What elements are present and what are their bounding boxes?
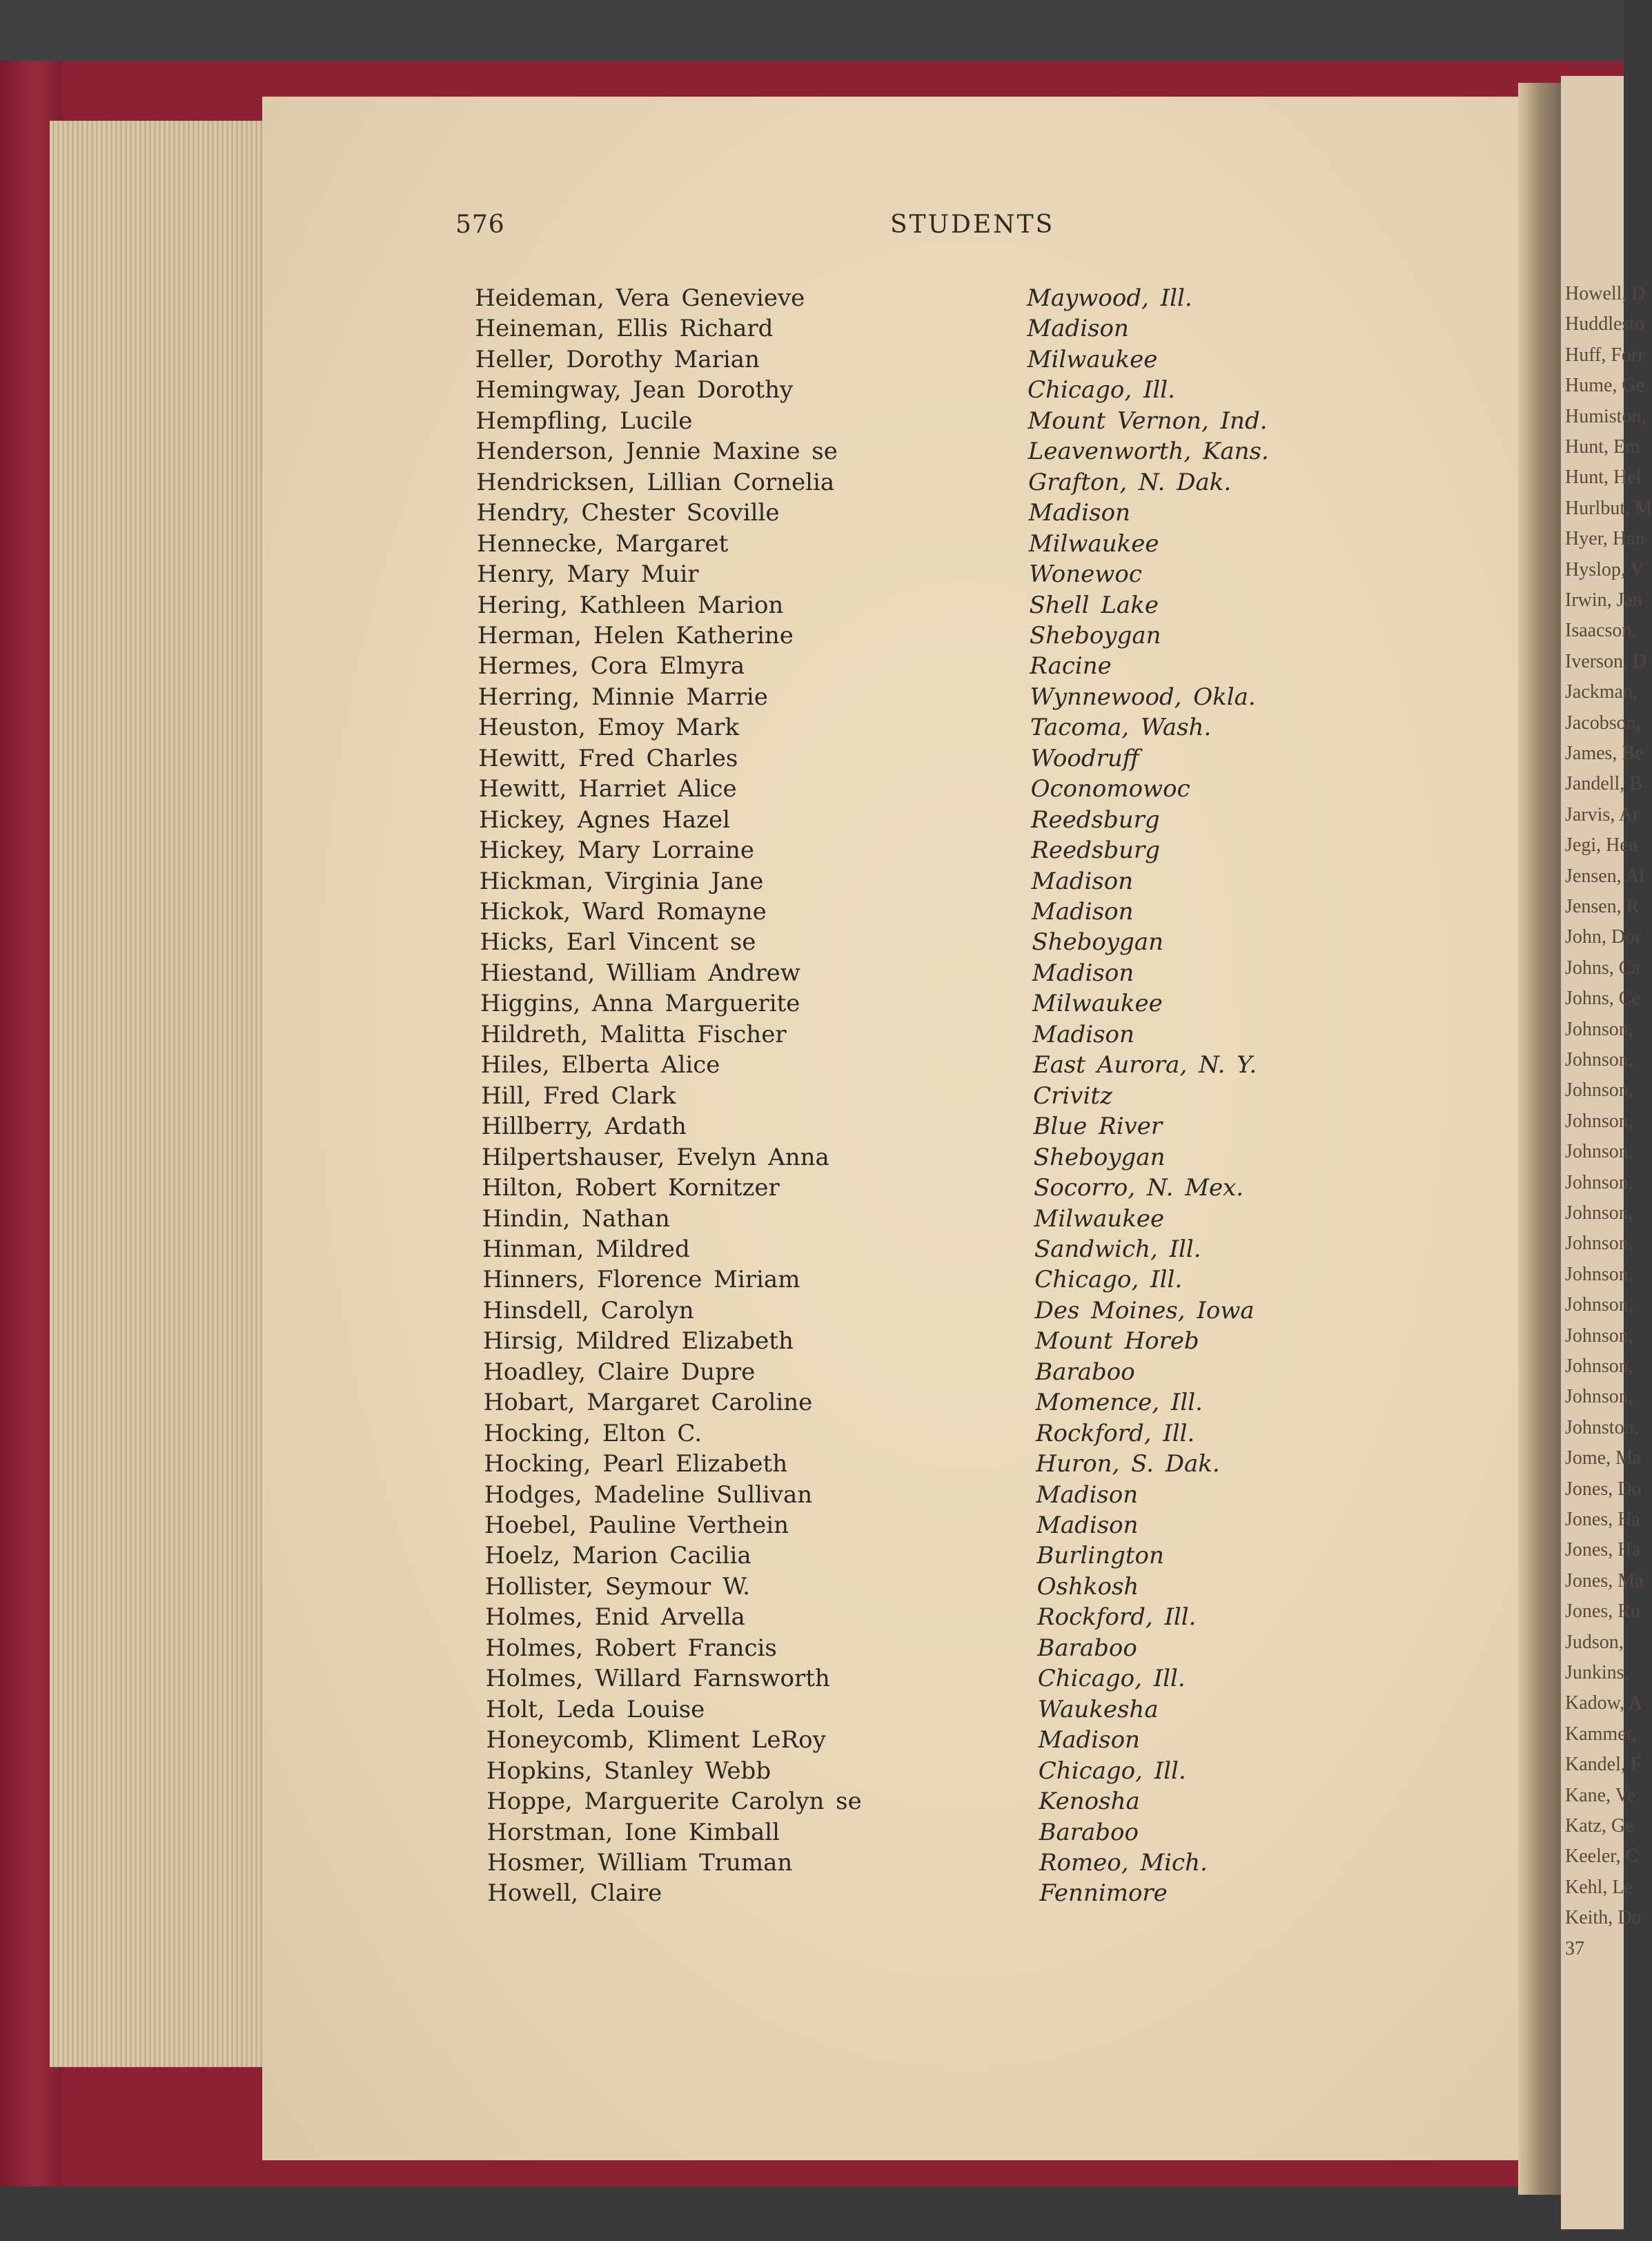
student-entry — [477, 560, 1333, 591]
student-hometown: Sheboygan — [1029, 621, 1161, 649]
page-gutter — [1518, 83, 1566, 2195]
student-hometown: Burlington — [1036, 1542, 1164, 1570]
student-hometown: Reedsburg — [1031, 836, 1161, 865]
adjacent-page-fragment: James, Be — [1565, 743, 1644, 764]
student-entry — [481, 1082, 1337, 1113]
student-entry — [484, 1511, 1340, 1542]
student-name: Hickey, Agnes Hazel — [478, 805, 730, 834]
student-hometown: Reedsburg — [1030, 805, 1160, 834]
adjacent-page-fragment: Johnson, — [1565, 1110, 1633, 1132]
student-entry — [479, 806, 1335, 836]
student-name: Heller, Dorothy Marian — [475, 345, 760, 373]
adjacent-page-fragment: Howell, D — [1565, 283, 1646, 304]
student-name: Heuston, Emoy Mark — [478, 714, 740, 742]
student-name: Honeycomb, Kliment LeRoy — [486, 1726, 826, 1754]
adjacent-page-fragment: Jensen, R — [1565, 896, 1640, 917]
adjacent-page-fragment: Jones, Ha — [1565, 1539, 1640, 1561]
student-entry — [475, 407, 1331, 438]
adjacent-page-fragment: Johns, Ca — [1565, 957, 1640, 979]
student-name: Herman, Helen Katherine — [477, 621, 794, 649]
student-name: Heineman, Ellis Richard — [475, 315, 774, 343]
student-hometown: Maywood, Ill. — [1027, 284, 1192, 312]
adjacent-page-fragment: Jones, Do — [1565, 1478, 1642, 1500]
adjacent-page-fragment: Kane, Ve — [1565, 1784, 1636, 1806]
student-entry — [485, 1603, 1341, 1634]
student-entry — [483, 1358, 1339, 1389]
adjacent-page-fragment: Kammer, — [1565, 1723, 1637, 1745]
student-hometown: Madison — [1036, 1511, 1139, 1539]
adjacent-page-fragment: Johnson, — [1565, 1079, 1633, 1102]
adjacent-page-fragment: Iverson, D — [1565, 650, 1647, 672]
student-name: Hocking, Elton C. — [483, 1419, 702, 1447]
adjacent-page-fragment: Hurlbut, M — [1565, 497, 1652, 519]
student-hometown: Sandwich, Ill. — [1034, 1235, 1201, 1263]
adjacent-page-fragment: Johnson, — [1565, 1141, 1633, 1163]
student-hometown: Madison — [1028, 499, 1130, 527]
student-hometown: Madison — [1031, 867, 1134, 895]
student-name: Hoadley, Claire Dupre — [483, 1358, 756, 1386]
student-hometown: Crivitz — [1033, 1082, 1112, 1110]
adjacent-page-fragment: Hume, Ge — [1565, 375, 1645, 397]
student-name: Hering, Kathleen Marion — [477, 591, 784, 619]
student-name: Holmes, Willard Farnsworth — [485, 1665, 830, 1693]
student-name: Higgins, Anna Marguerite — [480, 990, 800, 1018]
adjacent-page-fragment: Jome, Ma — [1565, 1447, 1642, 1469]
student-hometown: Sheboygan — [1032, 928, 1164, 957]
adjacent-page-fragment: Jones, Ru — [1565, 1601, 1640, 1623]
adjacent-page-fragment: Johnson, — [1565, 1386, 1633, 1408]
student-entry — [475, 315, 1330, 345]
student-hometown: Romeo, Mich. — [1039, 1848, 1208, 1877]
student-hometown: Madison — [1038, 1726, 1140, 1754]
student-name: Hewitt, Fred Charles — [478, 744, 738, 772]
student-name: Hermes, Cora Elmyra — [478, 652, 745, 681]
student-hometown: Waukesha — [1038, 1695, 1159, 1723]
student-entry — [479, 836, 1335, 867]
adjacent-page-fragment: Kehl, Le — [1565, 1876, 1633, 1898]
student-entry — [477, 530, 1333, 560]
student-entry — [484, 1389, 1339, 1419]
student-entry — [475, 376, 1331, 407]
adjacent-page-fragment: Judson, — [1565, 1631, 1624, 1653]
student-entry — [478, 622, 1333, 652]
student-hometown: Baraboo — [1037, 1634, 1137, 1662]
student-name: Heideman, Vera Genevieve — [475, 284, 805, 312]
student-name: Hickman, Virginia Jane — [479, 867, 764, 895]
student-entry — [476, 469, 1332, 499]
student-hometown: Milwaukee — [1028, 529, 1159, 558]
student-name: Herring, Minnie Marrie — [478, 683, 768, 711]
page-block-edges — [50, 121, 277, 2067]
student-entry — [482, 1205, 1338, 1235]
student-name: Hillberry, Ardath — [481, 1113, 687, 1141]
student-name: Horstman, Ione Kimball — [486, 1818, 780, 1846]
adjacent-page-fragment: Hyslop, V — [1565, 558, 1644, 580]
student-entry — [484, 1450, 1339, 1480]
student-name: Henderson, Jennie Maxine se — [475, 438, 838, 466]
adjacent-page-fragment: Johnson, — [1565, 1324, 1633, 1347]
student-name: Hopkins, Stanley Webb — [486, 1756, 771, 1785]
student-entry — [486, 1788, 1342, 1818]
adjacent-page-fragment: 37 — [1565, 1937, 1584, 1959]
adjacent-page-fragment: Jensen, Al — [1565, 865, 1645, 887]
student-entry — [478, 591, 1333, 622]
student-name: Hickok, Ward Romayne — [480, 898, 767, 926]
student-entry — [484, 1481, 1340, 1511]
student-entry — [480, 898, 1335, 928]
student-name: Hoppe, Marguerite Carolyn se — [486, 1788, 862, 1816]
adjacent-page-fragment: Jarvis, Ar — [1565, 803, 1640, 825]
student-hometown: Madison — [1032, 1020, 1134, 1048]
student-hometown: Madison — [1036, 1480, 1139, 1509]
student-hometown: Madison — [1027, 315, 1129, 343]
student-hometown: Milwaukee — [1034, 1204, 1165, 1233]
student-hometown: Rockford, Ill. — [1035, 1419, 1195, 1447]
adjacent-page-fragment: John, Dor — [1565, 926, 1642, 948]
adjacent-page-fragment: Jones, Ha — [1565, 1509, 1640, 1530]
student-entry — [480, 1021, 1336, 1051]
student-entry — [484, 1542, 1340, 1572]
adjacent-page — [1561, 76, 1652, 2229]
adjacent-page-fragment: Johnson, — [1565, 1263, 1633, 1285]
student-entry — [486, 1696, 1341, 1726]
student-entry — [481, 1051, 1337, 1082]
student-name: Hobart, Margaret Caroline — [483, 1389, 813, 1417]
student-entry — [478, 683, 1334, 714]
adjacent-page-fragment: Kadow, A — [1565, 1692, 1642, 1714]
adjacent-page-fragment: Hunt, Hel — [1565, 467, 1642, 489]
adjacent-page-fragment: Junkins, — [1565, 1662, 1629, 1683]
adjacent-page-fragment: Johnson, — [1565, 1233, 1633, 1255]
student-entry — [484, 1420, 1339, 1450]
student-name: Hewitt, Harriet Alice — [478, 775, 737, 803]
student-name: Howell, Claire — [487, 1879, 662, 1908]
student-entry — [482, 1235, 1338, 1266]
student-hometown: Huron, S. Dak. — [1036, 1450, 1220, 1478]
student-name: Hoelz, Marion Cacilia — [484, 1542, 751, 1570]
student-entry — [486, 1757, 1342, 1788]
student-hometown: Woodruff — [1030, 744, 1139, 772]
adjacent-page-fragment: Johnson, — [1565, 1294, 1633, 1316]
adjacent-page-fragment: Irwin, Jan — [1565, 589, 1642, 611]
adjacent-page-fragment: Jandell, B — [1565, 773, 1642, 795]
student-name: Hocking, Pearl Elizabeth — [484, 1450, 788, 1478]
student-hometown: Leavenworth, Kans. — [1027, 438, 1269, 466]
student-entry — [483, 1297, 1339, 1327]
student-name: Hinsdell, Carolyn — [482, 1296, 694, 1324]
student-name: Hiestand, William Andrew — [480, 959, 800, 987]
adjacent-page-fragment: Keith, Do — [1565, 1907, 1642, 1929]
student-hometown: Socorro, N. Mex. — [1034, 1174, 1244, 1202]
student-hometown: Fennimore — [1039, 1879, 1168, 1908]
adjacent-page-fragment: Johnson, — [1565, 1356, 1633, 1377]
student-hometown: Milwaukee — [1032, 990, 1163, 1018]
adjacent-page-fragment: Johns, Ce — [1565, 988, 1640, 1010]
student-hometown: Chicago, Ill. — [1038, 1756, 1186, 1785]
adjacent-page-fragment: Huddlesto — [1565, 313, 1645, 335]
student-name: Hicks, Earl Vincent se — [480, 928, 756, 957]
student-name: Hilton, Robert Kornitzer — [482, 1174, 780, 1202]
student-name: Hoebel, Pauline Verthein — [484, 1511, 789, 1539]
student-entry — [475, 284, 1330, 315]
student-entry — [486, 1726, 1341, 1756]
adjacent-page-fragment: Isaacson, — [1565, 620, 1637, 642]
adjacent-page-fragment: Huff, Forr — [1565, 344, 1644, 366]
adjacent-page-fragment: Jacobson, — [1565, 712, 1641, 734]
student-entry — [476, 438, 1332, 468]
student-entry — [483, 1327, 1339, 1358]
adjacent-page-fragment: Humiston, — [1565, 405, 1646, 427]
student-hometown: Mount Vernon, Ind. — [1027, 407, 1268, 435]
student-name: Hinners, Florence Miriam — [482, 1266, 800, 1294]
adjacent-page-fragment: Jones, Ma — [1565, 1569, 1644, 1592]
student-name: Hill, Fred Clark — [481, 1082, 676, 1110]
student-name: Hilpertshauser, Evelyn Anna — [481, 1143, 829, 1171]
student-hometown: Baraboo — [1035, 1358, 1135, 1386]
student-hometown: Des Moines, Iowa — [1034, 1296, 1255, 1324]
student-hometown: Milwaukee — [1027, 345, 1158, 373]
student-name: Hildreth, Malitta Fischer — [480, 1020, 787, 1048]
student-hometown: Blue River — [1033, 1113, 1163, 1141]
adjacent-page-fragment: Hyer, Han — [1565, 528, 1645, 550]
student-entry — [482, 1174, 1337, 1204]
student-entry — [480, 928, 1335, 959]
student-hometown: Baraboo — [1039, 1818, 1139, 1846]
student-name: Hinman, Mildred — [482, 1235, 690, 1263]
student-hometown: Rockford, Ill. — [1037, 1603, 1197, 1632]
student-hometown: Madison — [1032, 898, 1134, 926]
student-name: Holmes, Enid Arvella — [485, 1603, 745, 1632]
student-hometown: Mount Horeb — [1034, 1327, 1199, 1356]
student-name: Hodges, Madeline Sullivan — [484, 1480, 813, 1509]
student-entry — [476, 499, 1332, 529]
student-entry — [478, 745, 1334, 775]
adjacent-page-fragment: Katz, Ge — [1565, 1815, 1634, 1837]
student-hometown: Wynnewood, Okla. — [1030, 683, 1256, 711]
student-entry — [487, 1849, 1343, 1879]
student-hometown: Oshkosh — [1036, 1572, 1139, 1601]
student-hometown: Sheboygan — [1033, 1143, 1166, 1171]
student-hometown: Tacoma, Wash. — [1030, 714, 1212, 742]
adjacent-page-fragment: Jackman, — [1565, 681, 1638, 703]
page-title: STUDENTS — [890, 211, 1055, 239]
student-entry — [480, 868, 1335, 898]
student-entry — [480, 990, 1336, 1020]
student-entry — [487, 1879, 1343, 1910]
student-hometown: Madison — [1032, 959, 1134, 987]
student-entry — [482, 1144, 1337, 1174]
adjacent-page-fragment: Kandel, F — [1565, 1754, 1642, 1776]
student-name: Hemingway, Jean Dorothy — [475, 376, 794, 404]
adjacent-page-fragment: Johnson, — [1565, 1018, 1633, 1040]
adjacent-page-fragment: Johnson, — [1565, 1171, 1633, 1193]
student-hometown: Shell Lake — [1029, 591, 1159, 619]
student-entry — [486, 1665, 1341, 1695]
page-number: 576 — [455, 211, 505, 239]
student-entry — [487, 1819, 1343, 1849]
student-name: Hirsig, Mildred Elizabeth — [482, 1327, 794, 1356]
adjacent-page-fragment: Hunt, Em — [1565, 436, 1640, 458]
student-entry — [485, 1573, 1341, 1603]
student-name: Hickey, Mary Lorraine — [479, 836, 754, 865]
adjacent-page-fragment: Keeler, C — [1565, 1846, 1639, 1868]
student-entry — [481, 1113, 1337, 1143]
student-hometown: Grafton, N. Dak. — [1028, 468, 1232, 496]
student-hometown: Chicago, Ill. — [1027, 376, 1175, 404]
student-entry — [485, 1634, 1341, 1665]
student-hometown: Racine — [1030, 652, 1112, 681]
student-entry — [482, 1266, 1338, 1296]
student-entry — [478, 652, 1333, 683]
student-hometown: East Aurora, N. Y. — [1032, 1051, 1257, 1079]
student-hometown: Chicago, Ill. — [1034, 1266, 1183, 1294]
student-entry — [479, 775, 1335, 805]
student-hometown: Momence, Ill. — [1035, 1389, 1203, 1417]
student-entry — [478, 714, 1334, 744]
student-name: Holt, Leda Louise — [486, 1695, 705, 1723]
adjacent-page-fragment: Johnston, — [1565, 1416, 1639, 1438]
student-entry — [480, 959, 1336, 990]
student-name: Hendry, Chester Scoville — [476, 499, 780, 527]
adjacent-page-fragment: Johnson, — [1565, 1049, 1633, 1070]
adjacent-page-fragment: Jegi, Hen — [1565, 834, 1638, 857]
student-name: Holmes, Robert Francis — [485, 1634, 777, 1662]
student-hometown: Oconomowoc — [1030, 775, 1190, 803]
student-hometown: Chicago, Ill. — [1037, 1665, 1186, 1693]
student-name: Hiles, Elberta Alice — [480, 1051, 720, 1079]
student-name: Hollister, Seymour W. — [484, 1572, 750, 1601]
student-entry — [475, 346, 1331, 376]
student-name: Hempfling, Lucile — [475, 407, 693, 435]
student-name: Hennecke, Margaret — [476, 529, 729, 558]
student-name: Hindin, Nathan — [482, 1204, 670, 1233]
student-name: Henry, Mary Muir — [477, 560, 699, 589]
student-hometown: Wonewoc — [1029, 560, 1142, 589]
student-name: Hosmer, William Truman — [486, 1848, 793, 1877]
adjacent-page-fragment: Johnson, — [1565, 1202, 1633, 1224]
student-name: Hendricksen, Lillian Cornelia — [476, 468, 835, 496]
student-hometown: Kenosha — [1039, 1788, 1140, 1816]
